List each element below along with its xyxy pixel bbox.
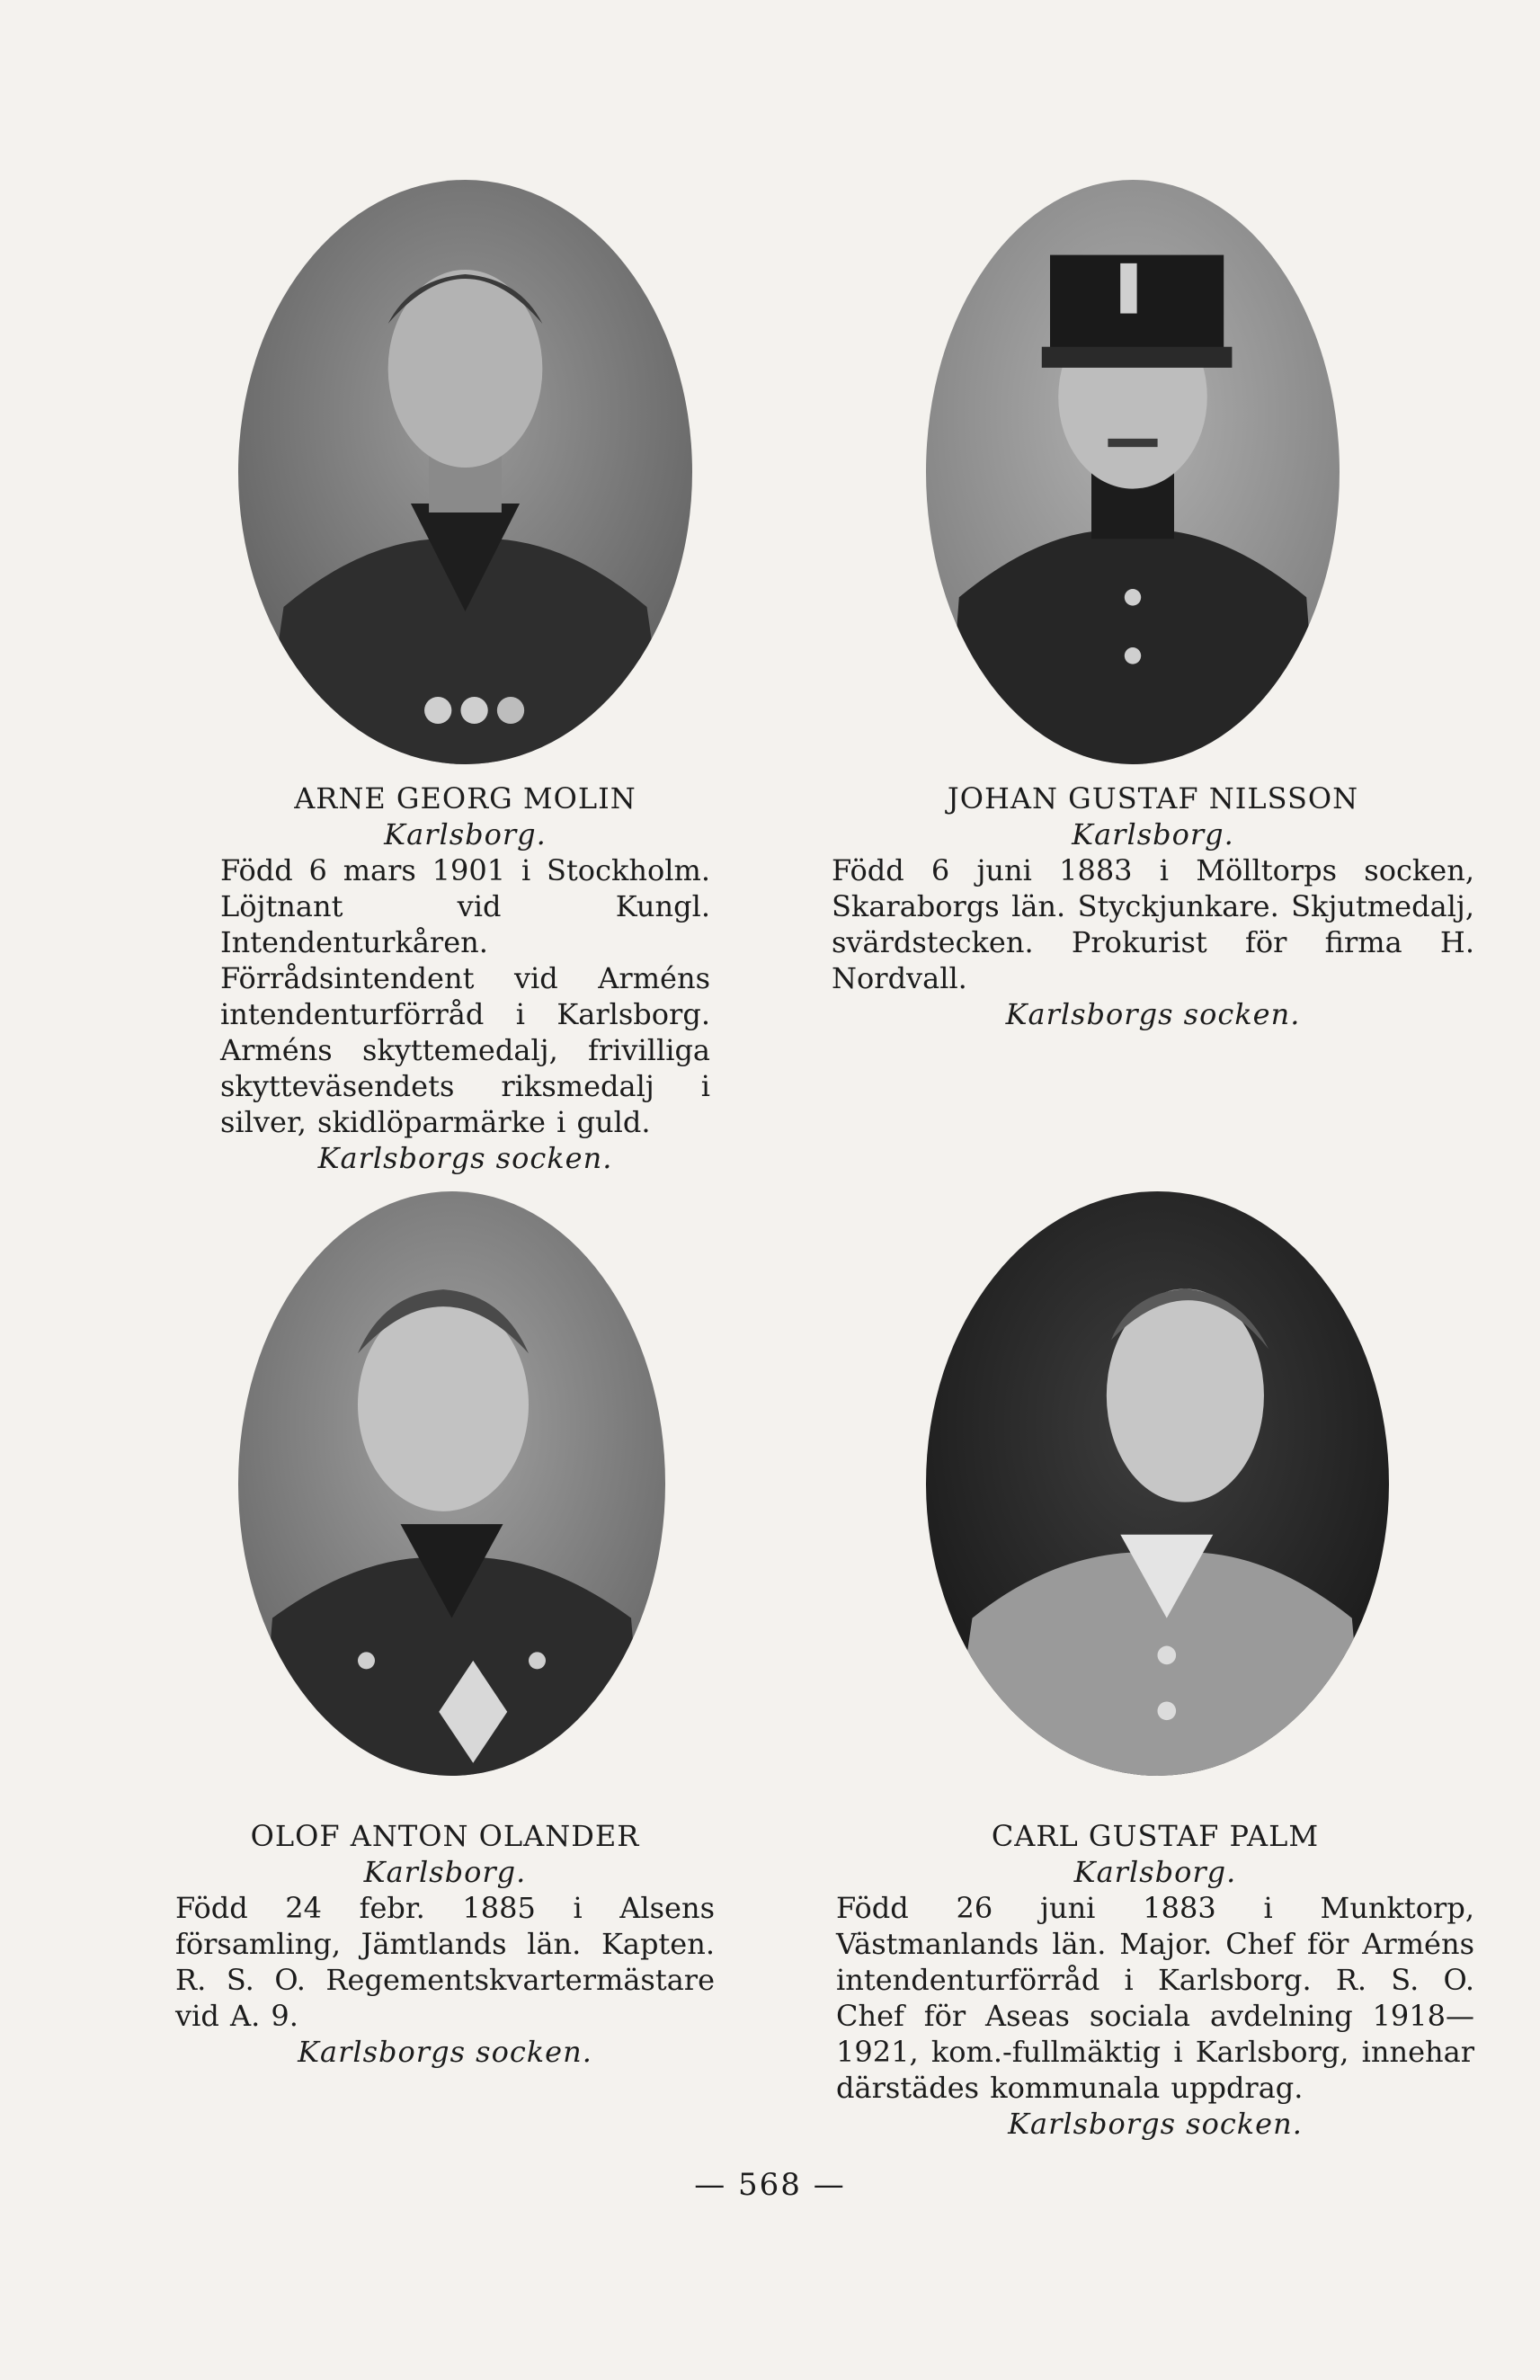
person-name: OLOF ANTON OLANDER	[250, 1819, 640, 1853]
parish: Karlsborgs socken.	[1008, 2107, 1303, 2141]
parish: Karlsborgs socken.	[317, 1141, 613, 1175]
person-name: JOHAN GUSTAF NILSSON	[947, 781, 1359, 816]
person-name: CARL GUSTAF PALM	[991, 1819, 1320, 1853]
entry-caption	[220, 780, 710, 1176]
entry-caption	[836, 1818, 1474, 2142]
page-number: — 568 —	[694, 2167, 846, 2203]
residence: Karlsborg.	[1073, 1855, 1237, 1889]
biography: Född 24 febr. 1885 i Alsens församling, Jämtlands län. Kapten. R. S. O. Regementskvartermästare vid A. 9.	[175, 1891, 715, 2033]
residence: Karlsborg.	[363, 1855, 527, 1889]
portrait-photo-carl-gustaf-palm	[926, 1191, 1389, 1776]
biography: Född 6 mars 1901 i Stockholm. Löjtnant vid Kungl. Intendenturkåren. Förrådsintendent vid Arméns intendenturförråd i Karlsborg. Arméns skyttemedalj, frivilliga skytteväsendets riksmedalj i silver, skidlöparmärke i guld.	[220, 853, 710, 1139]
portrait-photo-johan-gustaf-nilsson	[926, 180, 1340, 764]
parish: Karlsborgs socken.	[298, 2035, 592, 2069]
residence: Karlsborg.	[384, 817, 547, 851]
person-name: ARNE GEORG MOLIN	[294, 781, 636, 816]
parish: Karlsborgs socken.	[1005, 997, 1301, 1031]
entry-caption	[175, 1818, 715, 2070]
residence: Karlsborg.	[1072, 817, 1234, 851]
biography: Född 26 juni 1883 i Munktorp, Västmanlands län. Major. Chef för Arméns intendenturförråd i Karlsborg. R. S. O. Chef för Aseas sociala avdelning 1918—1921, kom.-fullmäktig i Karlsborg, innehar därstädes kommunala uppdrag.	[836, 1891, 1474, 2105]
biography: Född 6 juni 1883 i Mölltorps socken, Skaraborgs län. Styckjunkare. Skjutmedalj, svärdstecken. Prokurist för firma H. Nordvall.	[832, 853, 1474, 995]
portrait-photo-olof-anton-olander	[238, 1191, 665, 1776]
portrait-photo-arne-georg-molin	[238, 180, 692, 764]
entry-caption	[832, 780, 1474, 1032]
